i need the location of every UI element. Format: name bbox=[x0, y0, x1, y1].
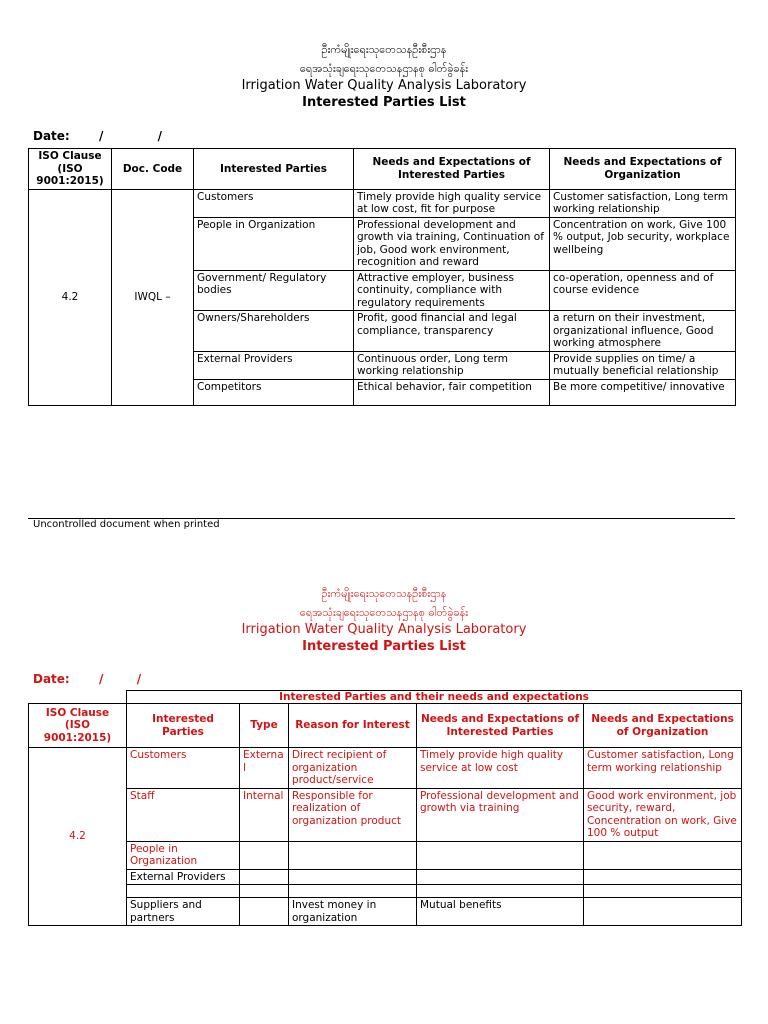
type-cell: Internal bbox=[240, 788, 289, 841]
page1-header bbox=[0, 42, 768, 111]
party-cell: Government/ Regulatory bodies bbox=[194, 270, 354, 311]
party-cell: Owners/Shareholders bbox=[194, 311, 354, 352]
footer-note: Uncontrolled document when printed bbox=[33, 519, 220, 530]
doc-code-cell: IWQL – bbox=[112, 189, 194, 405]
header-needs-parties: Needs and Expectations of Interested Parties bbox=[354, 149, 550, 190]
interested-parties-table bbox=[28, 148, 736, 406]
needs-org-cell: Provide supplies on time/ a mutually beneficial relationship bbox=[550, 351, 736, 379]
needs-parties-cell: Profit, good financial and legal compliance, transparency bbox=[354, 311, 550, 352]
table-row bbox=[29, 898, 742, 926]
needs-parties-cell: Professional development and growth via training bbox=[417, 788, 584, 841]
needs-org-cell bbox=[584, 869, 742, 885]
needs-parties-cell: Attractive employer, business continuity, compliance with regulatory requirements bbox=[354, 270, 550, 311]
department-line: ရေအသုံးချရေးသုတေသနဌာနစု ဓါတ်ခွဲခန်း bbox=[299, 62, 469, 75]
party-cell: Competitors bbox=[194, 379, 354, 405]
header-iso bbox=[29, 704, 127, 748]
clause-cell: 4.2 bbox=[29, 748, 127, 926]
needs-org-cell: co-operation, openness and of course evidence bbox=[550, 270, 736, 311]
header-needs-org: Needs and Expectations of Organization bbox=[550, 149, 736, 190]
party-cell: Suppliers and partners bbox=[127, 898, 240, 926]
needs-org-cell: a return on their investment, organizational influence, Good working atmosphere bbox=[550, 311, 736, 352]
needs-org-cell: Be more competitive/ innovative bbox=[550, 379, 736, 405]
needs-parties-cell: Timely provide high quality service at low cost, fit for purpose bbox=[354, 189, 550, 217]
table-row bbox=[29, 788, 742, 841]
reason-cell bbox=[289, 841, 417, 869]
type-cell: External bbox=[240, 748, 289, 789]
reason-cell bbox=[289, 869, 417, 885]
needs-parties-cell: Professional development and growth via training, Continuation of job, Good work environment, recognition and reward bbox=[354, 217, 550, 270]
header-reason: Reason for Interest bbox=[289, 704, 417, 748]
date-label: Date: / / bbox=[33, 672, 142, 686]
header-doc-code: Doc. Code bbox=[112, 149, 194, 190]
type-cell bbox=[240, 885, 289, 898]
page2-header bbox=[0, 586, 768, 655]
type-cell bbox=[240, 898, 289, 926]
reason-cell: Direct recipient of organization product/service bbox=[289, 748, 417, 789]
table-row bbox=[29, 748, 742, 789]
ministry-line: ဦးကံမျိုးရေးသုတေသနဦးစီးဌာန bbox=[321, 43, 447, 56]
type-cell bbox=[240, 841, 289, 869]
needs-org-cell: Customer satisfaction, Long term working relationship bbox=[584, 748, 742, 789]
party-cell: External Providers bbox=[194, 351, 354, 379]
list-title: Interested Parties List bbox=[302, 639, 466, 654]
needs-parties-cell bbox=[417, 869, 584, 885]
header-iso: ISO Clause (ISO 9001:2015) bbox=[29, 149, 112, 190]
reason-cell bbox=[289, 885, 417, 898]
table-row bbox=[29, 189, 736, 217]
party-cell: Staff bbox=[127, 788, 240, 841]
needs-parties-cell: Continuous order, Long term working relationship bbox=[354, 351, 550, 379]
table-row bbox=[29, 885, 742, 898]
needs-parties-cell: Ethical behavior, fair competition bbox=[354, 379, 550, 405]
department-line: ရေအသုံးချရေးသုတေသနဌာနစု ဓါတ်ခွဲခန်း bbox=[299, 606, 469, 619]
header-type: Type bbox=[240, 704, 289, 748]
header-parties: Interested Parties bbox=[194, 149, 354, 190]
reason-cell: Invest money in organization bbox=[289, 898, 417, 926]
party-cell: External Providers bbox=[127, 869, 240, 885]
type-cell bbox=[240, 869, 289, 885]
interested-parties-needs-table bbox=[28, 690, 742, 926]
header-iso-text: ISO Clause (ISO 9001:2015) bbox=[43, 706, 112, 744]
needs-parties-cell bbox=[417, 885, 584, 898]
needs-parties-cell: Mutual benefits bbox=[417, 898, 584, 926]
needs-org-cell: Concentration on work, Give 100 % output, Job security, workplace wellbeing bbox=[550, 217, 736, 270]
needs-parties-cell: Timely provide high quality service at low cost bbox=[417, 748, 584, 789]
date-label: Date: / / bbox=[33, 129, 163, 143]
lab-name: Irrigation Water Quality Analysis Laboratory bbox=[241, 622, 527, 637]
party-cell: Customers bbox=[127, 748, 240, 789]
needs-org-cell: Good work environment, job security, reward, Concentration on work, Give 100 % output bbox=[584, 788, 742, 841]
empty-corner bbox=[29, 691, 127, 704]
needs-org-cell bbox=[584, 898, 742, 926]
lab-name: Irrigation Water Quality Analysis Laboratory bbox=[241, 78, 527, 93]
group-header: Interested Parties and their needs and expectations bbox=[127, 691, 742, 704]
ministry-line: ဦးကံမျိုးရေးသုတေသနဦးစီးဌာန bbox=[321, 587, 447, 600]
needs-org-cell: Customer satisfaction, Long term working relationship bbox=[550, 189, 736, 217]
needs-org-cell bbox=[584, 841, 742, 869]
party-cell bbox=[127, 885, 240, 898]
party-cell: People in Organization bbox=[127, 841, 240, 869]
needs-org-cell bbox=[584, 885, 742, 898]
header-needs-parties: Needs and Expectations of Interested Parties bbox=[417, 704, 584, 748]
header-parties: Interested Parties bbox=[127, 704, 240, 748]
party-cell: People in Organization bbox=[194, 217, 354, 270]
needs-parties-cell bbox=[417, 841, 584, 869]
header-needs-org: Needs and Expectations of Organization bbox=[584, 704, 742, 748]
table-row bbox=[29, 841, 742, 869]
table-row bbox=[29, 869, 742, 885]
clause-cell: 4.2 bbox=[29, 189, 112, 405]
party-cell: Customers bbox=[194, 189, 354, 217]
reason-cell: Responsible for realization of organization product bbox=[289, 788, 417, 841]
list-title: Interested Parties List bbox=[302, 95, 466, 110]
